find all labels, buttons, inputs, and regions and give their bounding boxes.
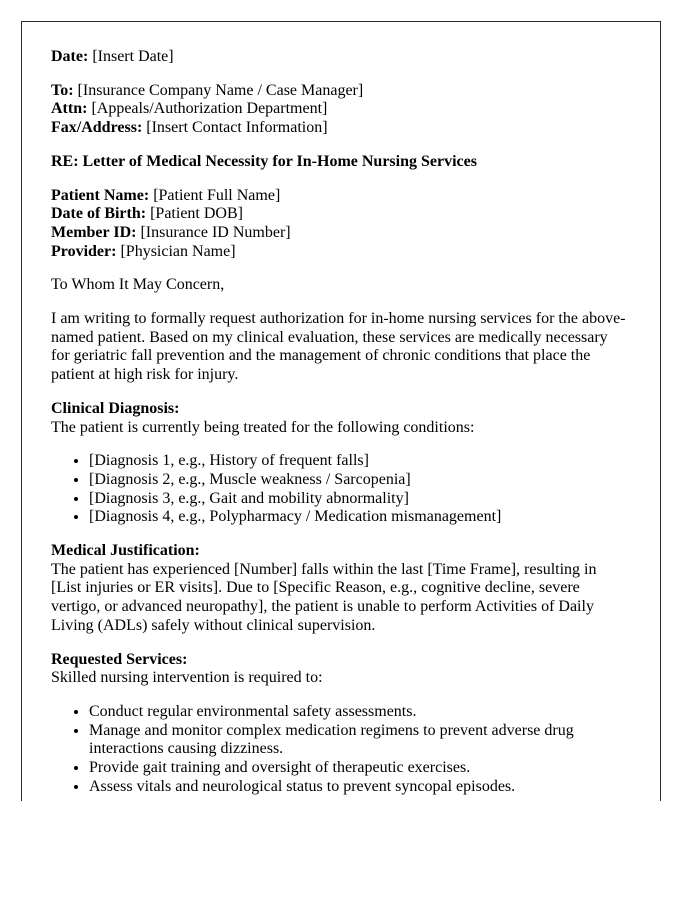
fax-address-field-value: [Insert Contact Information]: [146, 119, 328, 137]
diagnosis-item: • [Diagnosis 3, e.g., Gait and mobility abnormality]: [89, 490, 630, 509]
member-id-field-label: Member ID:: [51, 223, 137, 241]
service-item: • Conduct regular environmental safety assessments.: [89, 703, 630, 722]
fax-address-field-label: Fax/Address:: [51, 119, 143, 137]
patient-name-field-value: [Patient Full Name]: [153, 186, 281, 204]
fax-address-field-line: [51, 119, 630, 138]
salutation: To Whom It May Concern,: [51, 276, 225, 294]
requested-services-intro: Skilled nursing intervention is required to:: [51, 669, 323, 687]
diagnosis-list: [51, 452, 630, 527]
provider-field-value: [Physician Name]: [120, 242, 236, 260]
patient-name-field-label: Patient Name:: [51, 186, 150, 204]
date-field-value: [Insert Date]: [92, 48, 174, 65]
date-field-group: [51, 48, 630, 67]
patient-field-group: [51, 187, 630, 262]
dob-field-line: [51, 205, 630, 224]
service-item: • Provide gait training and oversight of therapeutic exercises.: [89, 759, 630, 778]
dob-field-label: Date of Birth:: [51, 205, 147, 223]
medical-justification-paragraph: The patient has experienced [Number] falls within the last [Time Frame], resulting in [List injuries or ER visits]. Due to [Specific Reason, e.g., cognitive decline, severe vertigo, or advanced neuropathy], the patient is unable to perform Activities of Daily Living (ADLs) safely without clinical supervision.: [51, 560, 597, 634]
diagnosis-item: • [Diagnosis 2, e.g., Muscle weakness / Sarcopenia]: [89, 471, 630, 490]
provider-field-line: [51, 243, 630, 262]
attn-field-value: [Appeals/Authorization Department]: [91, 100, 328, 118]
to-field-line: [51, 82, 630, 101]
clinical-diagnosis-heading: Clinical Diagnosis:: [51, 399, 180, 417]
clinical-diagnosis-section: [51, 400, 630, 437]
member-id-field-line: [51, 224, 630, 243]
requested-services-section: [51, 651, 630, 688]
letter-page: [21, 21, 661, 801]
services-list: [51, 703, 630, 797]
date-field-line: [51, 48, 630, 67]
clinical-diagnosis-intro: The patient is currently being treated for the following conditions:: [51, 418, 475, 436]
provider-field-label: Provider:: [51, 242, 117, 260]
intro-paragraph: I am writing to formally request authorization for in-home nursing services for the above-named patient. Based on my clinical evaluation, these services are medically necessary for geriatric fall prevention and the management of chronic conditions that place the patient at high risk for injury.: [51, 310, 626, 384]
dob-field-value: [Patient DOB]: [150, 205, 243, 223]
subject-line: RE: Letter of Medical Necessity for In-Home Nursing Services: [51, 152, 477, 170]
member-id-field-value: [Insurance ID Number]: [140, 223, 291, 241]
attn-field-line: [51, 100, 630, 119]
diagnosis-item: • [Diagnosis 4, e.g., Polypharmacy / Medication mismanagement]: [89, 508, 630, 527]
medical-justification-heading: Medical Justification:: [51, 542, 200, 560]
service-item: • Manage and monitor complex medication regimens to prevent adverse drug interactions causing dizziness.: [89, 722, 630, 759]
diagnosis-item: • [Diagnosis 1, e.g., History of frequent falls]: [89, 452, 630, 471]
requested-services-heading: Requested Services:: [51, 650, 188, 668]
patient-name-field-line: [51, 187, 630, 206]
to-field-value: [Insurance Company Name / Case Manager]: [77, 81, 364, 99]
date-field-label: Date:: [51, 48, 89, 65]
recipient-field-group: [51, 82, 630, 138]
medical-justification-section: [51, 542, 630, 636]
service-item: • Assess vitals and neurological status to prevent syncopal episodes.: [89, 778, 630, 797]
to-field-label: To:: [51, 81, 74, 99]
attn-field-label: Attn:: [51, 100, 88, 118]
